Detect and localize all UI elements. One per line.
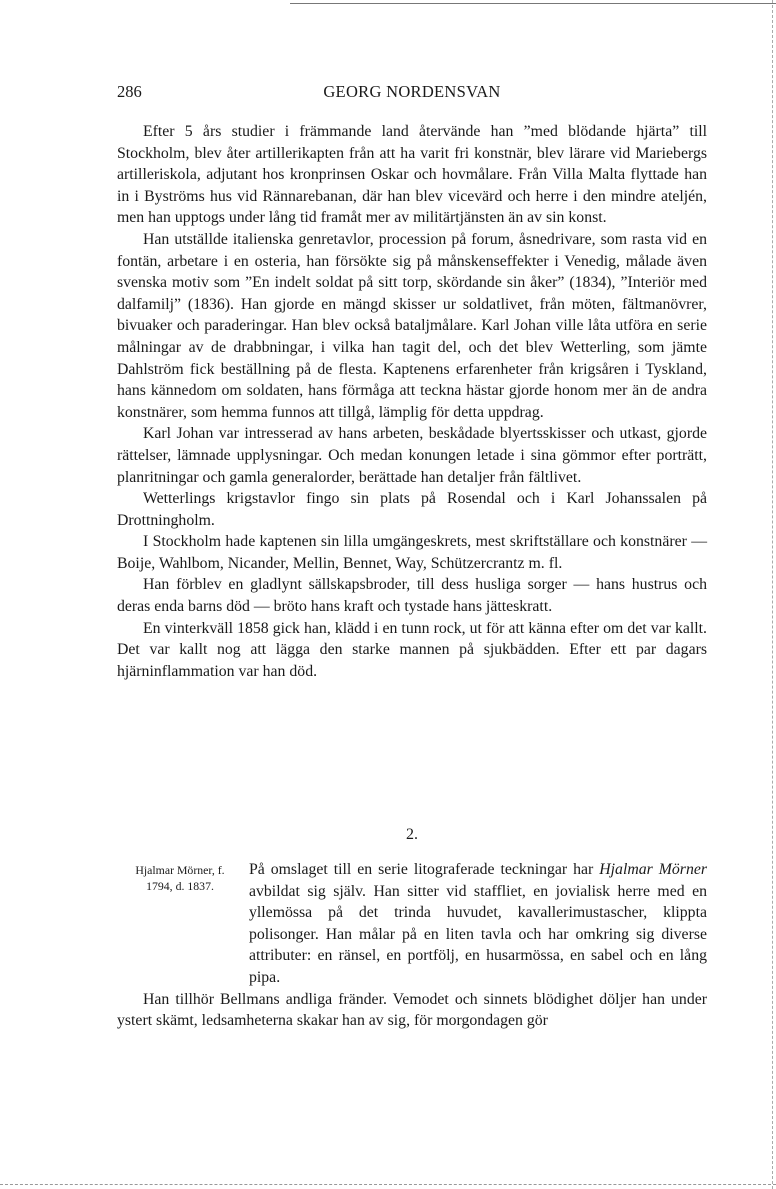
section-two-body — [117, 859, 707, 1032]
paragraph: Han utställde italienska genretavlor, procession på forum, åsnedrivare, som rasta vid en fontän, arbetare i en osteria, han försökte sig på månskenseffekter i Venedig, målade även svenska motiv som ”En indelt soldat på sitt torp, skördande sin åker” (1834), ”Interiör med dalfamilj” (1836). Han gjorde en mängd skisser ur soldatlivet, från möten, fältmanövrer, bivuaker och paraderingar. Han blev också bataljmålare. Karl Johan ville låta utföra en serie målningar av de drabbningar, i vilka han tagit del, och det blev Wetterling, som jämte Dahlström fick beställning på de flesta. Kaptenens erfarenheter från krigsåren i Tyskland, hans kännedom om soldaten, hans förmåga att teckna hästar gjorde honom mer än de andra konstnärer, som hemma funnos att tillgå, lämplig för detta uppdrag. — [117, 230, 707, 421]
paragraph: Han förblev en gladlynt sällskapsbroder, till dess husliga sorger — hans hustrus och deras enda barns död — bröto hans kraft och tystade hans jätteskratt. — [117, 576, 707, 616]
paragraph: Efter 5 års studier i främmande land återvände han ”med blödande hjärta” till Stockholm, blev åter artillerikapten från att ha varit fri konstnär, blev lärare vid Mariebergs artilleriskola, adjutant hos kronprinsen Oskar och hovmålare. Från Villa Malta flyttade han in i Byströms hus vid Rännarebanan, där han blev vicevärd och herre i den mindre ateljén, men han upptogs under lång tid framåt mer av militärtjänsten än av sin konst. — [117, 123, 707, 227]
running-title: GEORG NORDENSVAN — [323, 82, 501, 101]
paragraph-text: På omslaget till en serie litograferade teckningar har — [249, 861, 600, 878]
paragraph: Karl Johan var intresserad av hans arbeten, beskådade blyertsskisser och utkast, gjorde rättelser, lämnade upplysningar. Och medan konungen letade i sina gömmor efter porträtt, planritningar och gamla generalorder, berättade han detaljer från fältlivet. — [117, 425, 707, 486]
artist-name: Hjalmar Mörner — [599, 861, 708, 878]
section-number: 2. — [406, 826, 418, 843]
paragraph: I Stockholm hade kaptenen sin lilla umgängeskrets, mest skriftställare och konstnärer — Boije, Wahlbom, Nicander, Mellin, Bennet, Way, Schützercrantz m. fl. — [117, 533, 707, 572]
scan-edge-top — [290, 3, 776, 4]
paragraph: En vinterkväll 1858 gick han, klädd i en tunn rock, ut för att känna efter om det var kallt. Det var kallt nog att lägga den starke mannen på sjukbädden. Efter ett par dagars hjärninflammation var han död. — [117, 619, 707, 680]
paragraph — [117, 859, 707, 989]
scan-edge-bottom — [0, 1184, 776, 1186]
page-header — [117, 82, 707, 106]
margin-note-dates: 1794, d. 1837. — [146, 879, 214, 893]
scan-edge-right — [772, 0, 774, 1189]
page-number: 286 — [117, 82, 142, 101]
section-one-body — [117, 121, 707, 682]
paragraph: Wetterlings krigstavlor fingo sin plats på Rosendal och i Karl Johanssalen på Drottningholm. — [117, 490, 707, 529]
paragraph-text: avbildat sig själv. Han sitter vid staffliet, en jovialisk herre med en yllemössa på det trinda huvudet, kavallerimustascher, klippta polisonger. Han målar på en liten tavla och har omkring sig diverse attributer: en ränsel, en portfölj, en husarmössa, en sabel och en lång pipa. — [249, 882, 707, 986]
paragraph: Han tillhör Bellmans andliga fränder. Vemodet och sinnets blödighet döljer han under ystert skämt, ledsamheterna skakar han av sig, för morgondagen gör — [117, 990, 707, 1030]
margin-note-name: Hjalmar Mörner, f. — [135, 863, 225, 877]
